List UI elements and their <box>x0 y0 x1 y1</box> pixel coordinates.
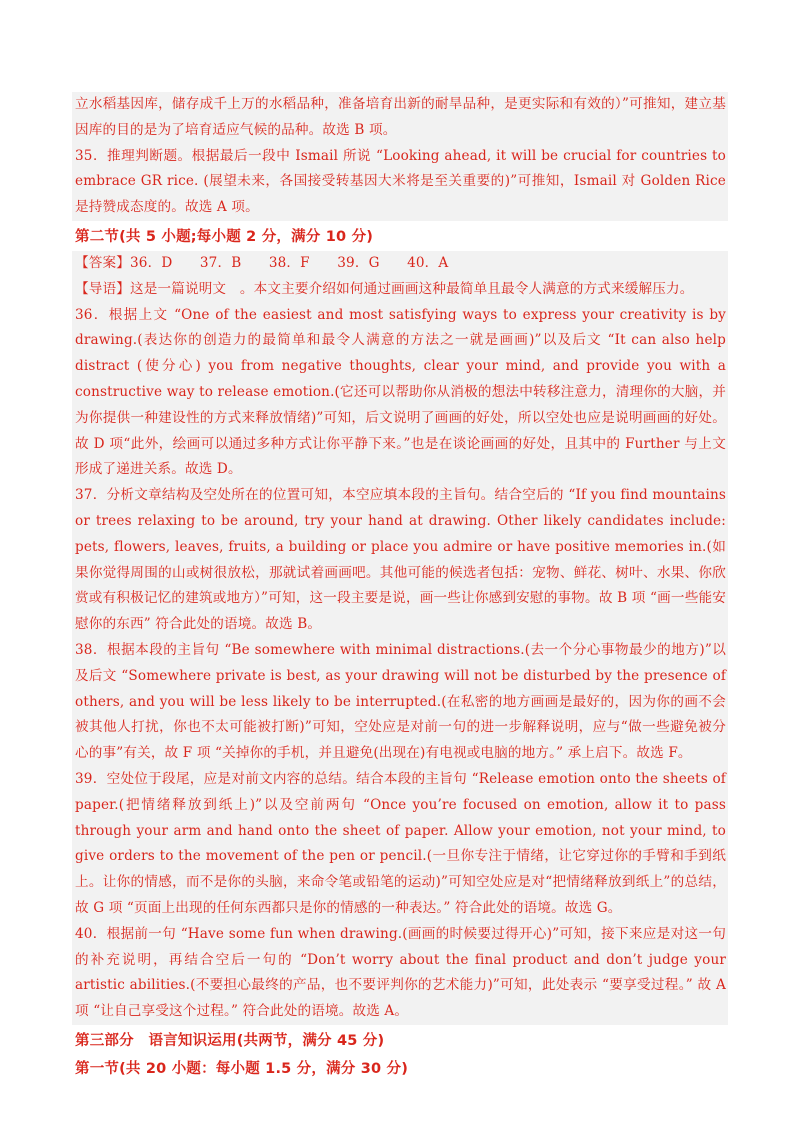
explanation-block-36-40 <box>72 251 728 1025</box>
explanation-block-34-35 <box>72 92 728 221</box>
part-heading-3: 第三部分 语言知识运用(共两节，满分 45 分) <box>75 1032 385 1049</box>
guide-line: 【导语】这是一篇说明文 。本文主要介绍如何通过画画这种最简单且最令人满意的方式来缓解压力。 <box>75 280 694 297</box>
paragraph-40: 40．根据前一句 “Have some fun when drawing.(画画的时候要过得开心)”可知，接下来应是对这一句的补充说明，再结合空后一句的 “Don’t worry about the final product and don’t judge your artistic abilities.(不要担心最终的产品，也不要评判你的艺术能力)”可知，此处表示 “要享受过程。” 故 A 项 “让自己享受这个过程。” 符合此处的语境。故选 A。 <box>75 925 726 1020</box>
paragraph-37: 37．分析文章结构及空处所在的位置可知，本空应填本段的主旨句。结合空后的 “If you find mountains or trees relaxing to be around, try your hand at drawing. Other likely candidates include: pets, flowers, leaves, fruits, a building or place you admire or have positive memories in.(如果你觉得周围的山或树很放松，那就试着画画吧。其他可能的候选者包括：宠物、鲜花、树叶、水果、你欣赏或有积极记忆的建筑或地方）”可知，这一段主要是说，画一些让你感到安慰的事物。故 B 项 “画一些能安慰你的东西” 符合此处的语境。故选 B。 <box>75 487 726 633</box>
paragraph-39: 39．空处位于段尾，应是对前文内容的总结。结合本段的主旨句 “Release emotion onto the sheets of paper.(把情绪释放到纸上)”以及空前两句 “Once you’re focused on emotion, allow it to pass through your arm and hand onto the sheet of paper. Allow your emotion, not your mind, to give orders to the movement of the pen or pencil.(一旦你专注于情绪，让它穿过你的手臂和手到纸上。让你的情感，而不是你的头脑，来命令笔或铅笔的运动)”可知空处应是对“把情绪释放到纸上”的总结，故 G 项 “页面上出现的任何东西都只是你的情感的一种表达。” 符合此处的语境。故选 G。 <box>75 770 726 916</box>
section-heading-2: 第二节(共 5 小题;每小题 2 分，满分 10 分) <box>75 228 374 245</box>
section-heading-3-1: 第一节(共 20 小题：每小题 1.5 分，满分 30 分) <box>75 1060 409 1077</box>
paragraph-34-tail: 立水稻基因库，储存成千上万的水稻品种，准备培育出新的耐旱品种，是更实际和有效的）”可推知，建立基因库的目的是为了培育适应气候的品种。故选 B 项。 <box>75 96 726 138</box>
answer-line: 【答案】36．D 37．B 38．F 39．G 40．A <box>75 254 449 271</box>
paragraph-38: 38．根据本段的主旨句 “Be somewhere with minimal distractions.(去一个分心事物最少的地方)”以及后文 “Somewhere private is best, as your drawing will not be disturbed by the presence of others, and you will be less likely to be interrupted.(在私密的地方画画是最好的，因为你的画不会被其他人打扰，你也不太可能被打断)”可知，空处应是对前一句的进一步解释说明，应与“做一些避免被分心的事”有关，故 F 项 “关掉你的手机，并且避免(出现在)有电视或电脑的地方。” 承上启下。故选 F。 <box>75 641 726 762</box>
paragraph-35: 35．推理判断题。根据最后一段中 Ismail 所说 “Looking ahead, it will be crucial for countries to embrace GR rice. (展望未来，各国接受转基因大米将是至关重要的)”可推知，Ismail 对 Golden Rice 是持赞成态度的。故选 A 项。 <box>75 147 726 216</box>
paragraph-36: 36．根据上文 “One of the easiest and most satisfying ways to express your creativity is by drawing.(表达你的创造力的最简单和最令人满意的方法之一就是画画)”以及后文 “It can also help distract (使分心) you from negative thoughts, clear your mind, and provide you with a constructive way to release emotion.(它还可以帮助你从消极的想法中转移注意力，清理你的大脑，并为你提供一种建设性的方式来释放情绪)”可知，后文说明了画画的好处，所以空处也应是说明画画的好处。故 D 项“此外，绘画可以通过多种方式让你平静下来。”也是在谈论画画的好处，且其中的 Further 与上文形成了递进关系。故选 D。 <box>75 306 726 478</box>
document-page <box>72 92 728 1083</box>
